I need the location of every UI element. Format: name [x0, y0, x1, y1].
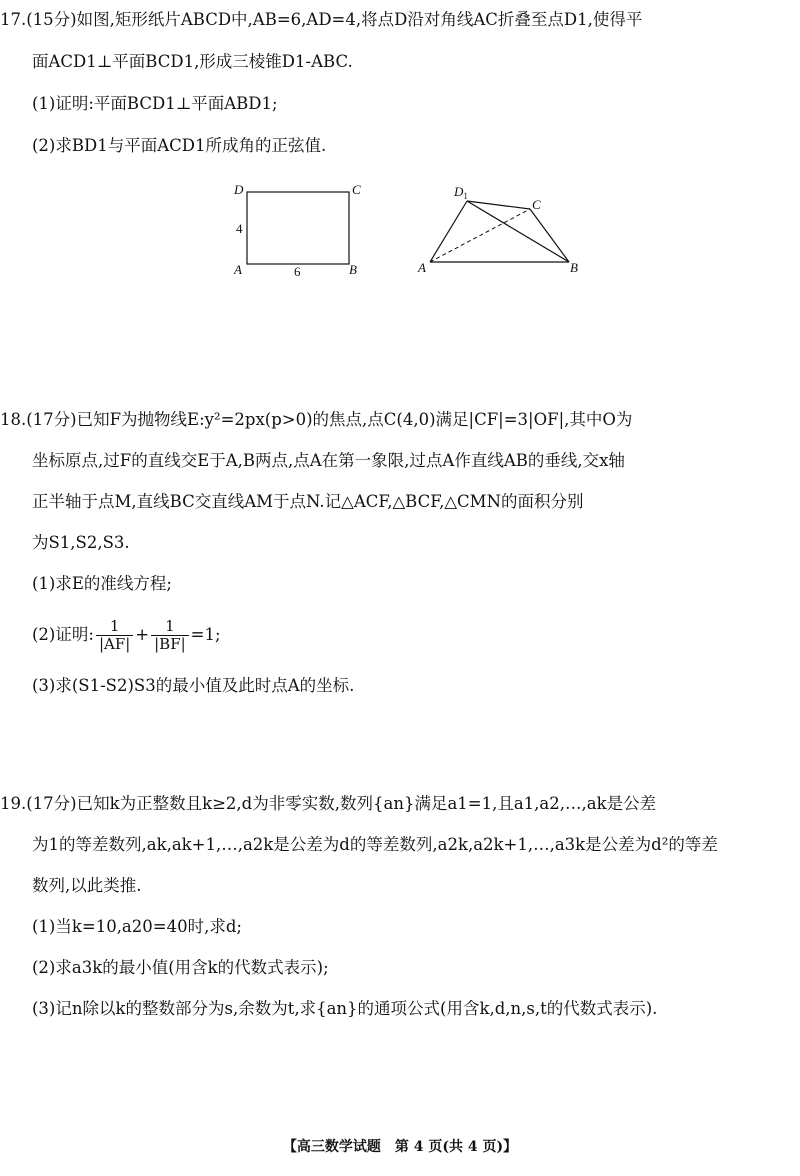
fraction-af-den: |AF|: [98, 635, 131, 653]
q19-line-1: 19.(17分)已知k为正整数且k≥2,d为非零实数,数列{an}满足a1=1,且a1,a2,…,ak是公差: [0, 794, 657, 813]
fraction-bf-num: 1: [151, 618, 189, 636]
q18-part-1: (1)求E的准线方程;: [32, 574, 172, 593]
q17-part-1: (1)证明:平面BCD1⊥平面ABD1;: [32, 94, 278, 113]
label-side-ab: 6: [294, 264, 301, 278]
q19-line-2: 为1的等差数列,ak,ak+1,…,a2k是公差为d的等差数列,a2k,a2k+1,…,a3k是公差为d²的等差: [32, 835, 718, 854]
fraction-bf-den: |BF|: [154, 635, 186, 653]
q17-part-2: (2)求BD1与平面ACD1所成角的正弦值.: [32, 136, 327, 155]
label-a: A: [234, 262, 242, 277]
label-d: D: [234, 182, 244, 197]
label-c: C: [532, 197, 541, 212]
plus-sign: +: [135, 625, 150, 644]
q19-part-2: (2)求a3k的最小值(用含k的代数式表示);: [32, 958, 329, 977]
q18-part-3: (3)求(S1-S2)S3的最小值及此时点A的坐标.: [32, 676, 355, 695]
q18-part-2-prefix: (2)证明:: [32, 625, 94, 644]
label-c: C: [352, 182, 361, 197]
q18-line-3: 正半轴于点M,直线BC交直线AM于点N.记△ACF,△BCF,△CMN的面积分别: [32, 492, 584, 511]
q17-line-2: 面ACD1⊥平面BCD1,形成三棱锥D1-ABC.: [32, 52, 353, 71]
q18-part-2: [32, 618, 800, 653]
q19-part-3: (3)记n除以k的整数部分为s,余数为t,求{an}的通项公式(用含k,d,n,s,t的代数式表示).: [32, 999, 658, 1018]
label-side-ad: 4: [236, 221, 243, 236]
page-footer: 【高三数学试题 第 4 页(共 4 页)】: [282, 1139, 518, 1155]
q18-part-2-suffix: =1;: [190, 625, 221, 644]
q17-figure-rectangle: [225, 178, 375, 278]
label-b: B: [349, 262, 357, 277]
label-a: A: [418, 260, 426, 275]
q18-line-2: 坐标原点,过F的直线交E于A,B两点,点A在第一象限,过点A作直线AB的垂线,交x轴: [32, 451, 625, 470]
q17-figure-pyramid: [410, 178, 590, 278]
q17-line-1: 17.(15分)如图,矩形纸片ABCD中,AB=6,AD=4,将点D沿对角线AC折叠至点D1,使得平: [0, 10, 643, 29]
fraction-af-num: 1: [96, 618, 133, 636]
q18-line-4: 为S1,S2,S3.: [32, 533, 130, 552]
q19-line-3: 数列,以此类推.: [32, 876, 142, 895]
fraction-bf: [151, 618, 189, 653]
fraction-af: [96, 618, 133, 653]
label-d1: $D_1$: [454, 184, 468, 201]
rectangle-abcd: [247, 192, 349, 264]
label-b: B: [570, 260, 578, 275]
q19-part-1: (1)当k=10,a20=40时,求d;: [32, 917, 242, 936]
q18-line-1: 18.(17分)已知F为抛物线E:y²=2px(p>0)的焦点,点C(4,0)满足|CF|=3|OF|,其中O为: [0, 410, 633, 429]
